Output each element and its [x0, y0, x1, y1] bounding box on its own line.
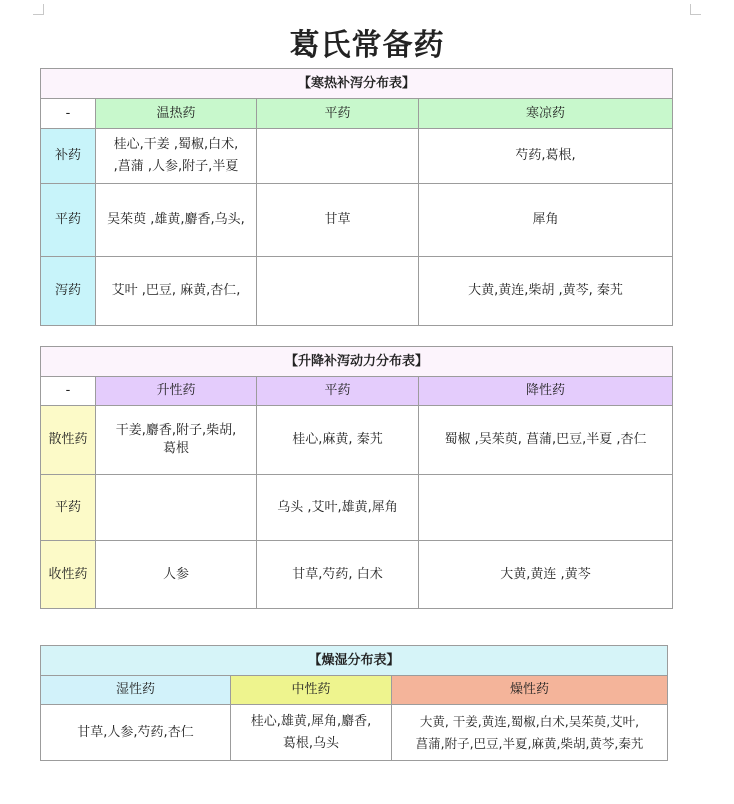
table-cell — [257, 257, 419, 326]
table-cell — [96, 475, 257, 541]
ascend-descend-table — [40, 346, 673, 609]
cold-heat-table — [40, 68, 673, 326]
table-cell: 大黄, 干姜,黄连,蜀椒,白术,吴茱萸,艾叶, 菖蒲,附子,巴豆,半夏,麻黄,柴胡,黄芩,秦艽 — [392, 705, 668, 761]
column-header-ascending: 升性药 — [96, 377, 257, 406]
table-caption: 【升降补泻动力分布表】 — [41, 347, 673, 377]
row-header-dispersing: 散性药 — [41, 406, 96, 475]
table-cell: 芍药,葛根, — [419, 129, 673, 184]
row-header-purge: 泻药 — [41, 257, 96, 326]
column-header-neutral: 平药 — [257, 377, 419, 406]
table-cell — [257, 129, 419, 184]
table-caption: 【寒热补泻分布表】 — [41, 69, 673, 99]
table-cell: 人参 — [96, 541, 257, 609]
page-corner-mark-right — [690, 4, 701, 15]
column-header-descending: 降性药 — [419, 377, 673, 406]
table-cell: 大黄,黄连,柴胡 ,黄芩, 秦艽 — [419, 257, 673, 326]
table-cell — [419, 475, 673, 541]
table-cell: 甘草,芍药, 白术 — [257, 541, 419, 609]
table-cell: 桂心,麻黄, 秦艽 — [257, 406, 419, 475]
table-cell: 蜀椒 ,吴茱萸, 菖蒲,巴豆,半夏 ,杏仁 — [419, 406, 673, 475]
document-title: 葛氏常备药 — [289, 28, 445, 63]
row-header-neutral: 平药 — [41, 475, 96, 541]
column-header-cold: 寒凉药 — [419, 99, 673, 129]
column-header-damp: 湿性药 — [41, 676, 231, 705]
table-cell: 吴茱萸 ,雄黄,麝香,乌头, — [96, 184, 257, 257]
dry-damp-table — [40, 645, 668, 761]
table-cell: 大黄,黄连 ,黄芩 — [419, 541, 673, 609]
column-header-dry: 燥性药 — [392, 676, 668, 705]
column-header-neutral: 中性药 — [231, 676, 392, 705]
table-cell: 甘草 — [257, 184, 419, 257]
row-header-neutral: 平药 — [41, 184, 96, 257]
page-corner-mark-left — [33, 4, 44, 15]
column-header-warm: 温热药 — [96, 99, 257, 129]
table-cell: 干姜,麝香,附子,柴胡, 葛根 — [96, 406, 257, 475]
corner-cell: - — [41, 377, 96, 406]
table-caption: 【燥湿分布表】 — [41, 646, 668, 676]
column-header-neutral: 平药 — [257, 99, 419, 129]
table-cell: 乌头 ,艾叶,雄黄,犀角 — [257, 475, 419, 541]
table-cell: 桂心,雄黄,犀角,麝香, 葛根,乌头 — [231, 705, 392, 761]
corner-cell: - — [41, 99, 96, 129]
table-cell: 桂心,干姜 ,蜀椒,白术, ,菖蒲 ,人参,附子,半夏 — [96, 129, 257, 184]
table-cell: 甘草,人参,芍药,杏仁 — [41, 705, 231, 761]
table-cell: 艾叶 ,巴豆, 麻黄,杏仁, — [96, 257, 257, 326]
table-cell: 犀角 — [419, 184, 673, 257]
row-header-tonify: 补药 — [41, 129, 96, 184]
row-header-astringent: 收性药 — [41, 541, 96, 609]
